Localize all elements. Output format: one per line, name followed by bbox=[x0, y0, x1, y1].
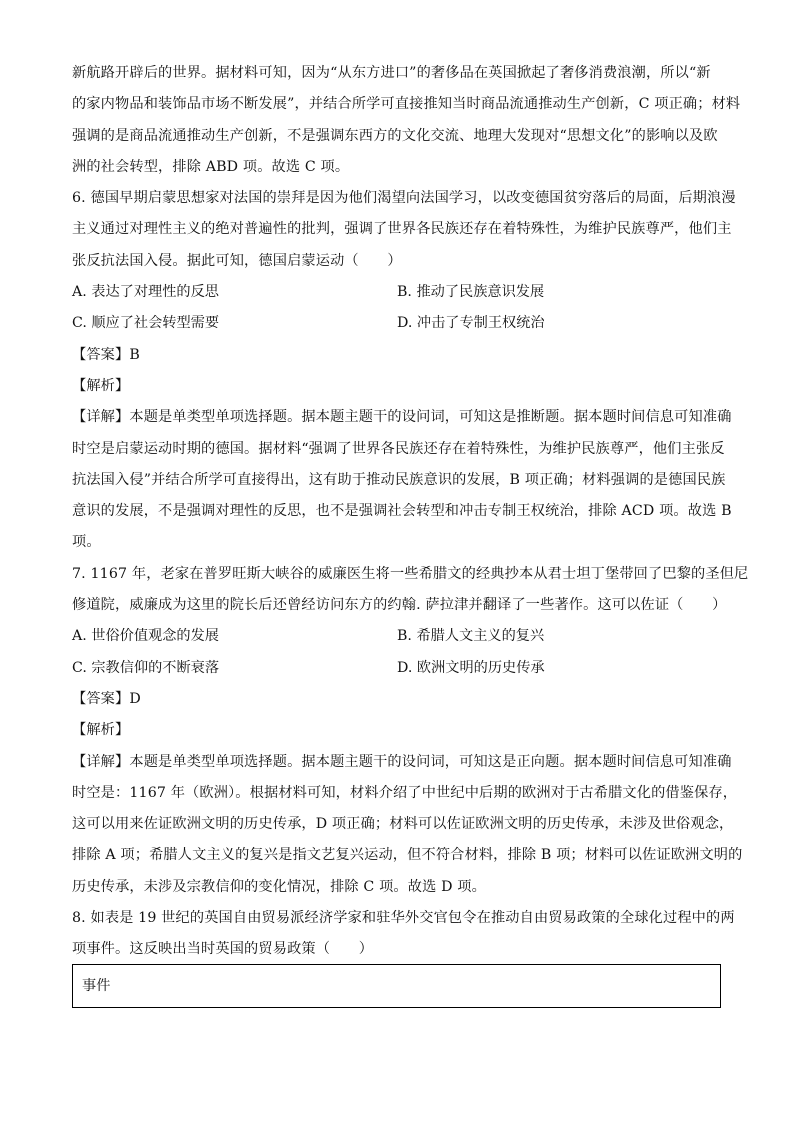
previous-question-analysis bbox=[72, 58, 741, 183]
question-stem-line: 8. 如表是 19 世纪的英国自由贸易派经济学家和驻华外交官包令在推动自由贸易政策的全球化过程中的两 bbox=[72, 910, 735, 927]
paragraph-line: 的家内物品和装饰品市场不断发展”，并结合所学可直接推知当时商品流通推动生产创新，C 项正确；材料 bbox=[72, 96, 741, 113]
answer-value: B bbox=[129, 346, 140, 363]
question-stem-line: 项事件。这反映出当时英国的贸易政策（ ） bbox=[72, 941, 374, 958]
detail-line: 历史传承，未涉及宗教信仰的变化情况，排除 C 项。故选 D 项。 bbox=[72, 878, 486, 895]
answer-line bbox=[72, 684, 722, 715]
question-6 bbox=[72, 183, 736, 559]
option-d: D. 冲击了专制王权统治 bbox=[397, 315, 545, 332]
events-table bbox=[72, 964, 721, 1008]
question-8 bbox=[72, 903, 735, 966]
paragraph-line: 洲的社会转型，排除 ABD 项。故选 C 项。 bbox=[72, 158, 350, 175]
answer-value: D bbox=[129, 690, 141, 707]
options-row bbox=[72, 653, 722, 684]
analysis-tag: 【解析】 bbox=[72, 377, 130, 394]
option-b: B. 推动了民族意识发展 bbox=[397, 284, 545, 301]
detail-line: 项。 bbox=[72, 534, 101, 551]
question-stem-line: 7. 1167 年，老家在普罗旺斯大峡谷的威廉医生将一些希腊文的经典抄本从君士坦丁堡带回了巴黎的圣但尼 bbox=[72, 565, 749, 582]
options-row bbox=[72, 277, 722, 308]
option-c: C. 顺应了社会转型需要 bbox=[72, 315, 220, 332]
detail-line: 【详解】本题是单类型单项选择题。据本题主题干的设问词，可知这是推断题。据本题时间信息可知准确 bbox=[72, 409, 732, 426]
option-a: A. 世俗价值观念的发展 bbox=[72, 628, 219, 645]
paragraph-line: 强调的是商品流通推动生产创新，不是强调东西方的文化交流、地理大发现对“思想文化”的影响以及欧 bbox=[72, 127, 718, 144]
detail-line: 时空是启蒙运动时期的德国。据材料“强调了世界各民族还存在着特殊性，为维护民族尊严，他们主张反 bbox=[72, 440, 725, 457]
document-page bbox=[72, 58, 749, 966]
detail-line: 排除 A 项；希腊人文主义的复兴是指文艺复兴运动，但不符合材料，排除 B 项；材料可以佐证欧洲文明的 bbox=[72, 847, 743, 864]
option-b: B. 希腊人文主义的复兴 bbox=[397, 628, 545, 645]
paragraph-line: 新航路开辟后的世界。据材料可知，因为“从东方进口”的奢侈品在英国掀起了奢侈消费浪潮，所以“新 bbox=[72, 65, 711, 81]
option-c: C. 宗教信仰的不断衰落 bbox=[72, 659, 220, 676]
detail-line: 意识的发展，不是强调对理性的反思，也不是强调社会转型和冲击专制王权统治，排除 ACD 项。故选 B bbox=[72, 503, 732, 520]
question-stem-line: 修道院，威廉成为这里的院长后还曾经访问东方的约翰. 萨拉津并翻译了一些著作。这可以佐证（ ） bbox=[72, 597, 727, 614]
table-header-cell: 事件 bbox=[82, 978, 111, 994]
detail-line: 抗法国入侵”并结合所学可直接得出，这有助于推动民族意识的发展，B 项正确；材料强调的是德国民族 bbox=[72, 471, 726, 488]
question-stem-line: 主义通过对理性主义的绝对普遍性的批判，强调了世界各民族还存在着特殊性，为维护民族尊严，他们主 bbox=[72, 221, 732, 238]
option-d: D. 欧洲文明的历史传承 bbox=[397, 659, 545, 676]
options-row bbox=[72, 308, 722, 339]
detail-line: 这可以用来佐证欧洲文明的历史传承，D 项正确；材料可以佐证欧洲文明的历史传承，未涉及世俗观念， bbox=[72, 816, 734, 833]
question-7 bbox=[72, 559, 749, 903]
option-a: A. 表达了对理性的反思 bbox=[72, 284, 219, 301]
question-stem-line: 张反抗法国入侵。据此可知，德国启蒙运动（ ） bbox=[72, 252, 402, 269]
detail-line: 时空是：1167 年（欧洲）。根据材料可知，材料介绍了中世纪中后期的欧洲对于古希腊文化的借鉴保存， bbox=[72, 784, 738, 801]
options-row bbox=[72, 621, 722, 652]
question-stem-line: 6. 德国早期启蒙思想家对法国的崇拜是因为他们渴望向法国学习，以改变德国贫穷落后的局面，后期浪漫 bbox=[72, 190, 736, 207]
answer-line bbox=[72, 340, 722, 371]
detail-line: 【详解】本题是单类型单项选择题。据本题主题干的设问词，可知这是正向题。据本题时间信息可知准确 bbox=[72, 753, 732, 770]
analysis-tag: 【解析】 bbox=[72, 722, 130, 739]
answer-tag: 【答案】 bbox=[72, 690, 130, 707]
answer-tag: 【答案】 bbox=[72, 346, 130, 363]
